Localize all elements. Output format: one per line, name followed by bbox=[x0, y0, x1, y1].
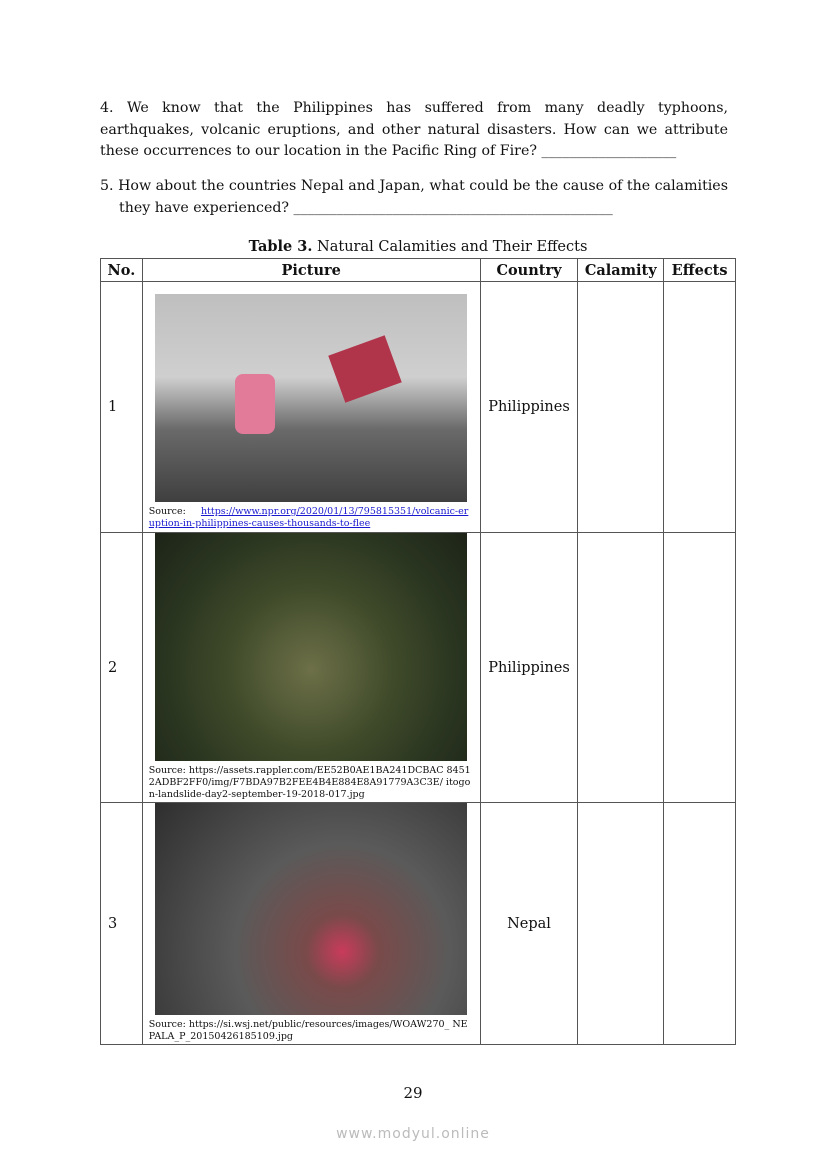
landslide-photo bbox=[155, 533, 467, 761]
header-effects: Effects bbox=[664, 259, 736, 282]
country-cell: Nepal bbox=[480, 803, 578, 1045]
source-link[interactable]: https://www.npr.org/2020/01/13/795815351/volcanic-eruption-in-philippines-causes-thousands-to-flee bbox=[148, 506, 469, 529]
earthquake-rubble-photo bbox=[155, 803, 467, 1015]
picture-source: Source: https://si.wsj.net/public/resources/images/WOAW270_ NEPALA_P_20150426185109.jpg bbox=[148, 1019, 468, 1042]
table-caption bbox=[100, 238, 736, 255]
volcanic-eruption-photo bbox=[155, 294, 467, 502]
header-calamity: Calamity bbox=[578, 259, 664, 282]
table-row bbox=[101, 533, 736, 803]
calamity-cell[interactable] bbox=[578, 533, 664, 803]
question-5: 5. How about the countries Nepal and Japan, what could be the cause of the calamities they have experienced? _____________________________________________ bbox=[100, 178, 728, 216]
picture-cell bbox=[142, 533, 480, 803]
picture-cell bbox=[142, 282, 480, 533]
calamities-table bbox=[100, 258, 736, 1045]
header-picture: Picture bbox=[142, 259, 480, 282]
picture-source bbox=[149, 502, 474, 530]
page-number: 29 bbox=[403, 1084, 423, 1102]
picture-source: Source: https://assets.rappler.com/EE52B0AE1BA241DCBAC 84512ADBF2FF0/img/F7BDA97B2FEE4B4E884E8A91779A3C3E/ itogon-landslide-day2-september-19-2018-017.jpg bbox=[148, 765, 471, 800]
row-number: 2 bbox=[101, 533, 143, 803]
calamity-cell[interactable] bbox=[578, 803, 664, 1045]
table-row bbox=[101, 282, 736, 533]
calamity-cell[interactable] bbox=[578, 282, 664, 533]
caption-label: Table 3. bbox=[248, 238, 313, 255]
table-row bbox=[101, 803, 736, 1045]
row-number: 3 bbox=[101, 803, 143, 1045]
effects-cell[interactable] bbox=[664, 803, 736, 1045]
table-header bbox=[101, 259, 736, 282]
country-cell: Philippines bbox=[480, 282, 578, 533]
header-country: Country bbox=[480, 259, 578, 282]
row-number: 1 bbox=[101, 282, 143, 533]
question-4: 4. We know that the Philippines has suffered from many deadly typhoons, earthquakes, volcanic eruptions, and other natural disasters. How can we attribute these occurrences to our location in the Pacific Ring of Fire? ___________________ bbox=[100, 100, 728, 159]
picture-cell bbox=[142, 803, 480, 1045]
country-cell: Philippines bbox=[480, 533, 578, 803]
header-no: No. bbox=[101, 259, 143, 282]
effects-cell[interactable] bbox=[664, 282, 736, 533]
source-label: Source: bbox=[148, 506, 186, 517]
watermark: www.modyul.online bbox=[336, 1126, 490, 1142]
effects-cell[interactable] bbox=[664, 533, 736, 803]
caption-text: Natural Calamities and Their Effects bbox=[312, 239, 588, 255]
